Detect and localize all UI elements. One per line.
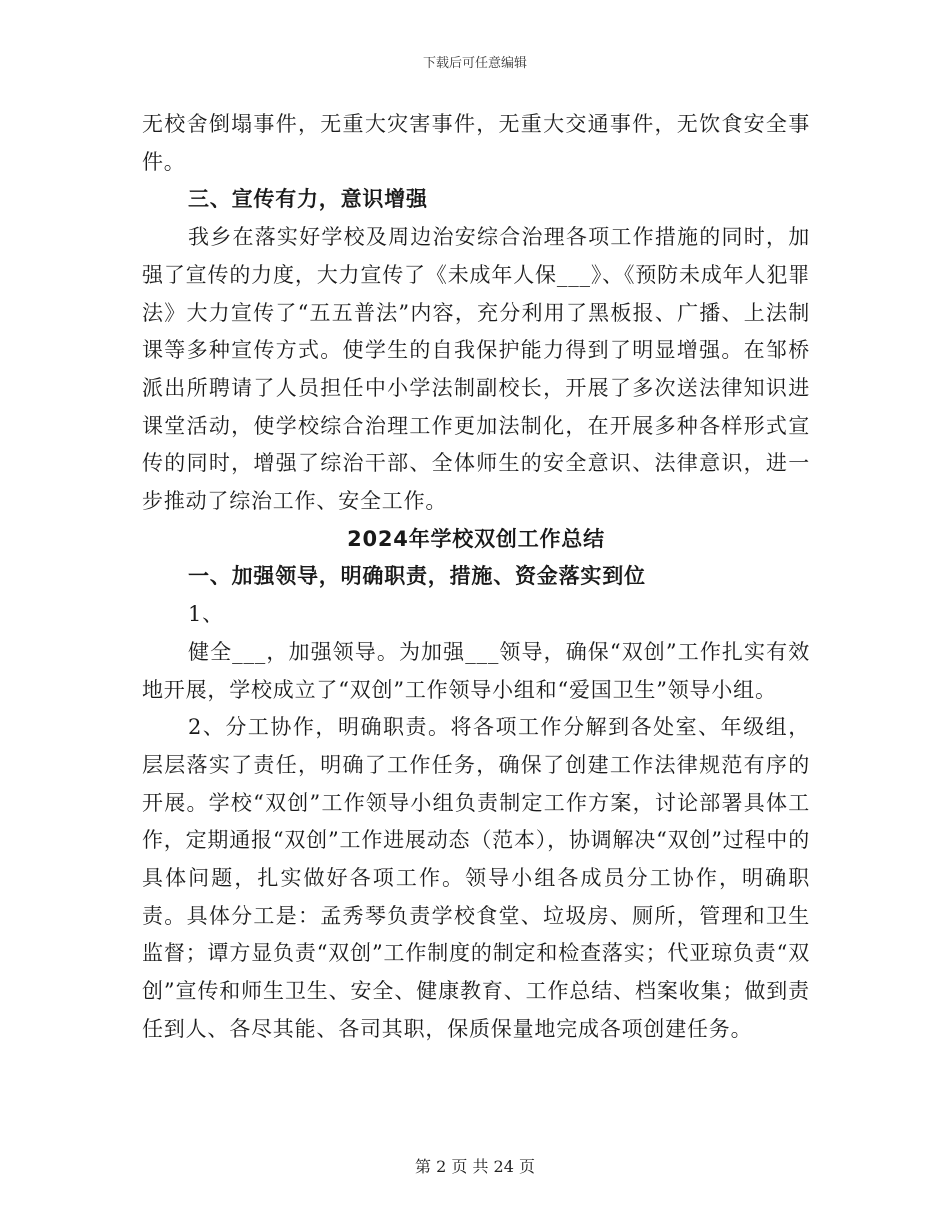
list-marker-1: 1、 — [188, 602, 224, 627]
section-heading-publicity: 三、宣传有力，意识增强 — [188, 187, 428, 212]
page-header: 下载后可任意编辑 — [422, 56, 527, 71]
paragraph-leadership: 健全___，加强领导。为加强___领导，确保“双创”工作扎实有效地开展，学校成立了“双创”工作领导小组和“爱国卫生”领导小组。 — [142, 639, 810, 702]
page-footer: 第 2 页 共 24 页 — [415, 1157, 535, 1176]
paragraph-incident-summary: 无校舍倒塌事件，无重大灾害事件，无重大交通事件，无饮食安全事件。 — [142, 112, 810, 174]
section-heading-leadership: 一、加强领导，明确职责，措施、资金落实到位 — [188, 564, 646, 589]
document-body — [142, 106, 810, 1049]
paragraph-division-of-labor: 2、分工协作，明确职责。将各项工作分解到各处室、年级组，层层落实了责任，明确了工作任务，确保了创建工作法律规范有序的开展。学校“双创”工作领导小组负责制定工作方案，讨论部署具体工作，定期通报“双创”工作进展动态（范本），协调解决“双创”过程中的具体问题，扎实做好各项工作。领导小组各成员分工协作，明确职责。具体分工是：孟秀琴负责学校食堂、垃圾房、厕所，管理和卫生监督；谭方显负责“双创”工作制度的制定和检查落实；代亚琼负责“双创”宣传和师生卫生、安全、健康教育、工作总结、档案收集；做到责任到人、各尽其能、各司其职，保质保量地完成各项创建任务。 — [142, 715, 810, 1041]
document-title: 2024年学校双创工作总结 — [347, 526, 605, 551]
paragraph-publicity: 我乡在落实好学校及周边治安综合治理各项工作措施的同时，加强了宣传的力度，大力宣传了《未成年人保___》、《预防未成年人犯罪法》大力宣传了“五五普法”内容，充分利用了黑板报、广播、上法制课等多种宣传方式。使学生的自我保护能力得到了明显增强。在邹桥派出所聘请了人员担任中小学法制副校长，开展了多次送法律知识进课堂活动，使学校综合治理工作更加法制化，在开展多种各样形式宣传的同时，增强了综治干部、全体师生的安全意识、法律意识，进一步推动了综治工作、安全工作。 — [142, 225, 810, 514]
